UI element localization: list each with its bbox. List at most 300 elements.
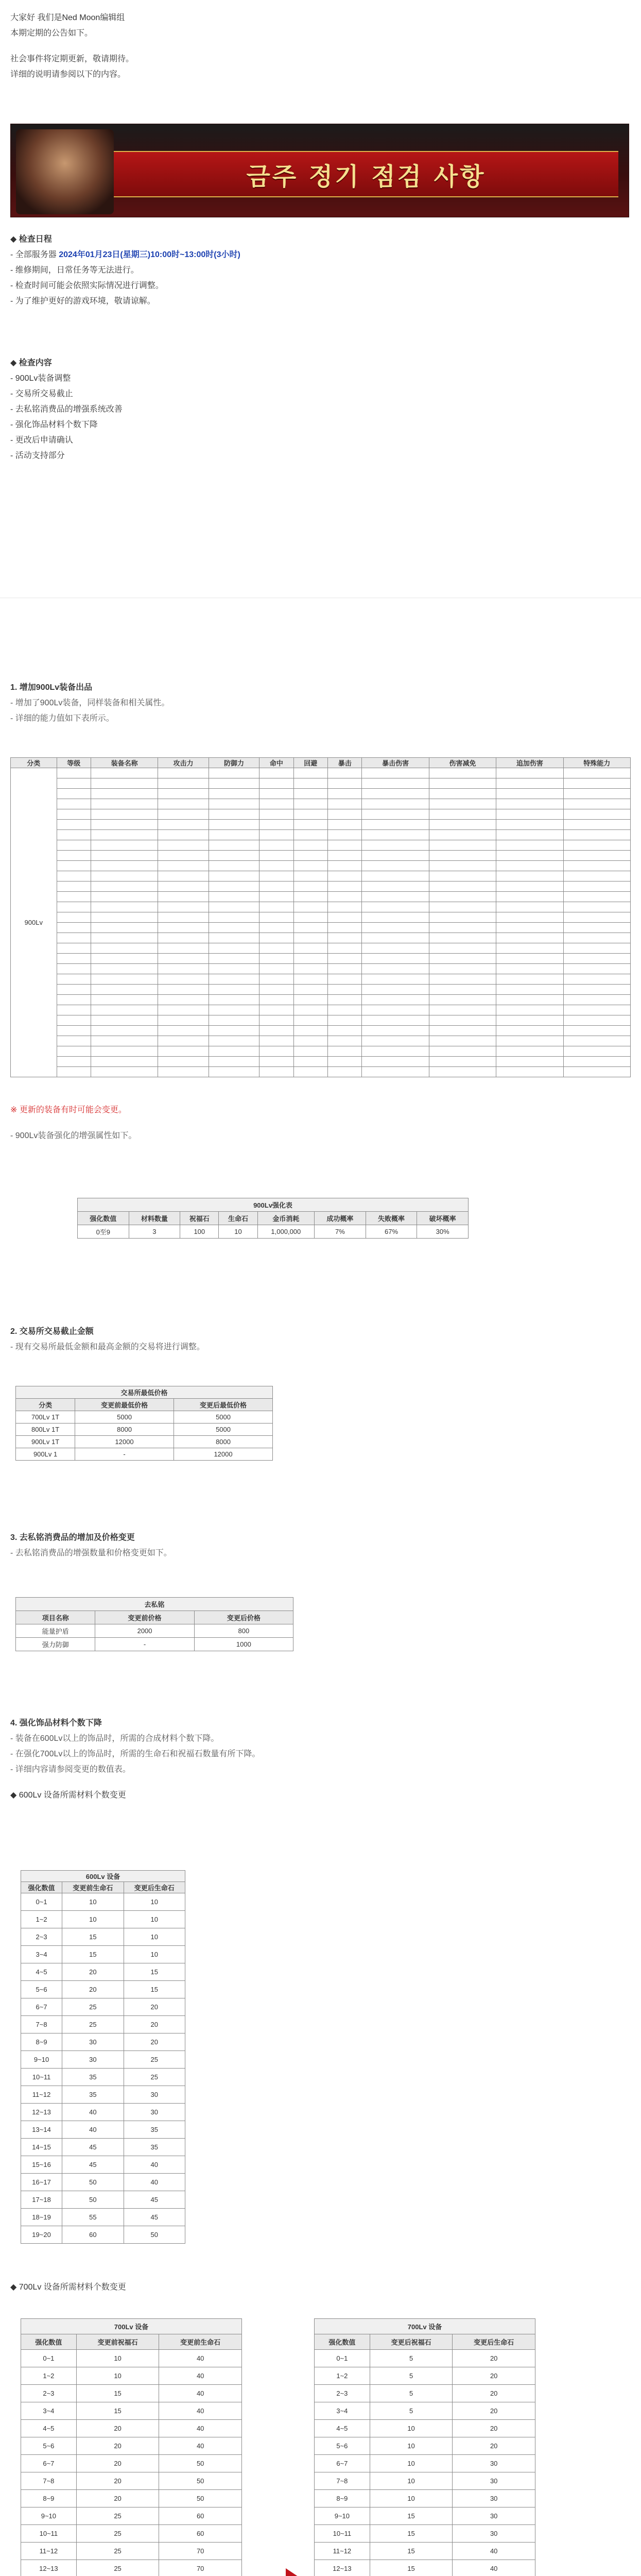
table-caption: 700Lv 设备 (315, 2319, 535, 2334)
table-cell (563, 1036, 630, 1046)
table-cell: 70 (159, 2543, 242, 2560)
section-title: 2. 交易所交易截止金额 (10, 1327, 94, 1336)
table-cell: 1~2 (21, 2367, 77, 2385)
table-cell (429, 892, 496, 902)
table-cell: 5 (370, 2385, 453, 2402)
table-cell: 900Lv 1T (16, 1436, 75, 1448)
table-cell: 5~6 (21, 2437, 77, 2455)
table-cell (496, 995, 563, 1005)
table-cell: 5 (370, 2367, 453, 2385)
table-row (315, 2367, 535, 2385)
table-cell: 10 (76, 2350, 159, 2367)
schedule-label: - 全部服务器 (10, 250, 57, 259)
table-cell (259, 1067, 293, 1077)
table-cell (158, 912, 209, 923)
table-cell (362, 1005, 429, 1015)
table-cell (293, 1036, 327, 1046)
table-cell (91, 840, 158, 851)
table-cell (91, 1036, 158, 1046)
section-text: - 增加了900Lv装备，同样装备和相关属性。 (10, 699, 170, 707)
table-cell: 40 (159, 2367, 242, 2385)
table-cell: 15 (76, 2385, 159, 2402)
table-cell (429, 943, 496, 954)
table-cell (158, 768, 209, 778)
table-row (315, 2455, 535, 2472)
table-cell: 50 (62, 2191, 124, 2209)
table-cell (362, 954, 429, 964)
table-row (16, 1423, 273, 1436)
table-cell (327, 964, 361, 974)
table-cell (563, 861, 630, 871)
table-cell: 40 (124, 2156, 185, 2174)
table-row (21, 2437, 242, 2455)
table-cell (91, 974, 158, 985)
table-cell (158, 851, 209, 861)
table-cell (57, 861, 91, 871)
table-cell (293, 768, 327, 778)
content-item: - 活动支持部分 (10, 451, 65, 460)
table-row (21, 2209, 185, 2226)
table-cell (496, 820, 563, 830)
table-cell (429, 799, 496, 809)
table-cell (563, 892, 630, 902)
table-cell: 9~10 (21, 2507, 77, 2525)
table-cell: 25 (76, 2525, 159, 2543)
content-heading: ◆ 检查内容 (10, 359, 52, 367)
schedule-item: - 检查时间可能会依照实际情况进行调整。 (10, 281, 164, 290)
table-cell (293, 933, 327, 943)
t700-before-table (21, 2318, 242, 2576)
table-cell (496, 1057, 563, 1067)
table-cell (209, 985, 259, 995)
table-cell (293, 799, 327, 809)
table-cell: 800 (194, 1624, 293, 1638)
table-cell: 100 (180, 1225, 219, 1239)
table-cell (91, 985, 158, 995)
table-cell (91, 1015, 158, 1026)
table-row (11, 1057, 631, 1067)
table-cell: 35 (124, 2139, 185, 2156)
table-cell (429, 923, 496, 933)
table-cell (496, 809, 563, 820)
table-cell (57, 799, 91, 809)
table-cell: 5~6 (315, 2437, 370, 2455)
table-cell (209, 1057, 259, 1067)
table-row (21, 2385, 242, 2402)
table-cell: 10 (124, 1928, 185, 1946)
table-cell (362, 871, 429, 882)
table-cell (429, 933, 496, 943)
table-cell (57, 892, 91, 902)
table-cell: 11~12 (315, 2543, 370, 2560)
table-cell (91, 1046, 158, 1057)
table-header: 特殊能力 (563, 758, 630, 768)
section-text: - 现有交易所最低金额和最高金额的交易将进行调整。 (10, 1343, 205, 1351)
table-cell: 12~13 (21, 2104, 62, 2121)
table-header: 强化数值 (21, 1882, 62, 1893)
table-cell: 12~13 (21, 2560, 77, 2576)
table-cell (362, 995, 429, 1005)
exchange-table-wrap (15, 1386, 273, 1461)
table-cell: 20 (62, 1981, 124, 1998)
table-cell (259, 809, 293, 820)
gear-900-table (10, 757, 631, 1077)
table-cell (259, 799, 293, 809)
table-row (21, 2121, 185, 2139)
table-cell (91, 861, 158, 871)
table-cell (209, 964, 259, 974)
table-cell: 0~1 (21, 1893, 62, 1911)
table-cell (429, 809, 496, 820)
table-cell (429, 1046, 496, 1057)
table-header: 变更前生命石 (159, 2334, 242, 2350)
table-cell: 8~9 (315, 2490, 370, 2507)
table-row (21, 2191, 185, 2209)
table-cell: 40 (62, 2121, 124, 2139)
table-cell (158, 1005, 209, 1015)
table-cell (259, 912, 293, 923)
table-cell (293, 861, 327, 871)
table-cell: 60 (62, 2226, 124, 2244)
table-cell (563, 789, 630, 799)
table-cell (327, 1046, 361, 1057)
table-cell: 18~19 (21, 2209, 62, 2226)
table-cell (158, 995, 209, 1005)
table-cell: 25 (76, 2507, 159, 2525)
table-body (11, 768, 631, 1077)
table-header: 变更前价格 (95, 1611, 194, 1624)
table-cell (158, 954, 209, 964)
table-cell (563, 974, 630, 985)
table-cell (91, 820, 158, 830)
table-cell (91, 954, 158, 964)
table-cell: 700Lv 1T (16, 1411, 75, 1423)
table-cell (57, 1005, 91, 1015)
exchange-table (15, 1386, 273, 1461)
table-row (315, 2507, 535, 2525)
table-cell: 15 (62, 1928, 124, 1946)
table-row (11, 1036, 631, 1046)
table-row (11, 1067, 631, 1077)
table-cell (563, 1057, 630, 1067)
table-cell (293, 892, 327, 902)
table-cell (209, 1046, 259, 1057)
table-cell: 强力防御 (16, 1638, 95, 1651)
table-row (21, 1893, 185, 1911)
table-cell (158, 840, 209, 851)
section-2 (10, 1324, 205, 1355)
table-cell (293, 902, 327, 912)
table-cell (57, 933, 91, 943)
red-note: ※ 更新的装备有时可能会变更。 (10, 1106, 127, 1114)
t700-after-table (314, 2318, 535, 2576)
table-cell (563, 882, 630, 892)
table-cell: 10 (124, 1911, 185, 1928)
table-cell (293, 830, 327, 840)
table-cell (259, 1036, 293, 1046)
table-cell (327, 985, 361, 995)
table-row (21, 2139, 185, 2156)
table-cell (429, 1005, 496, 1015)
table-cell: 15 (124, 1981, 185, 1998)
table-cell (362, 820, 429, 830)
table-cell: 15 (370, 2507, 453, 2525)
table-cell: 5 (370, 2402, 453, 2420)
table-cell: 30 (124, 2086, 185, 2104)
table-cell (259, 964, 293, 974)
table-body (21, 2350, 242, 2576)
section-text: - 详细内容请参阅变更的数值表。 (10, 1765, 131, 1774)
table-row (315, 2402, 535, 2420)
table-cell (293, 778, 327, 789)
table-cell: 30 (453, 2472, 535, 2490)
table-cell (327, 830, 361, 840)
table-cell: 35 (124, 2121, 185, 2139)
table-cell: 25 (124, 2069, 185, 2086)
table-cell (429, 985, 496, 995)
table-row (21, 2402, 242, 2420)
table-cell: 1~2 (21, 1911, 62, 1928)
table-cell: 4~5 (315, 2420, 370, 2437)
table-header: 变更前最低价格 (75, 1399, 174, 1411)
table-cell (362, 985, 429, 995)
table-cell: 2~3 (315, 2385, 370, 2402)
section-title: 3. 去私铭消费品的增加及价格变更 (10, 1533, 135, 1542)
table-header: 破坏概率 (417, 1212, 469, 1225)
table-cell: 15 (370, 2543, 453, 2560)
table-cell (158, 933, 209, 943)
table-cell (563, 1046, 630, 1057)
table-cell: 40 (124, 2174, 185, 2191)
table-cell (293, 1057, 327, 1067)
table-cell (496, 1005, 563, 1015)
table-cell: 5000 (174, 1411, 273, 1423)
content-section (10, 355, 123, 464)
table-cell (496, 882, 563, 892)
table-cell (259, 892, 293, 902)
table-row (21, 2507, 242, 2525)
table-row (21, 1946, 185, 1963)
table-row (21, 2543, 242, 2560)
table-row (21, 2525, 242, 2543)
table-cell (57, 820, 91, 830)
table-cell (293, 851, 327, 861)
table-row (11, 943, 631, 954)
table-row (16, 1448, 273, 1461)
table-cell: 67% (366, 1225, 417, 1239)
table-cell (429, 954, 496, 964)
subheading: ◆ 600Lv 设备所需材料个数变更 (10, 1791, 126, 1800)
table-cell (327, 1005, 361, 1015)
table-cell (57, 943, 91, 954)
table-cell (362, 778, 429, 789)
table-cell (158, 1067, 209, 1077)
table-cell (327, 1057, 361, 1067)
table-header: 强化数值 (315, 2334, 370, 2350)
table-header: 攻击力 (158, 758, 209, 768)
table-cell (91, 778, 158, 789)
table-cell (563, 809, 630, 820)
table-cell (362, 923, 429, 933)
table-cell (158, 861, 209, 871)
table-cell: 10 (62, 1911, 124, 1928)
table-cell (327, 1036, 361, 1046)
table-cell (209, 799, 259, 809)
maintenance-banner (10, 124, 629, 217)
table-cell: 20 (453, 2437, 535, 2455)
table-caption: 去私铭 (16, 1598, 293, 1611)
table-cell: 4~5 (21, 2420, 77, 2437)
table-cell (158, 871, 209, 882)
table-cell: 25 (76, 2560, 159, 2576)
table-cell: 40 (159, 2385, 242, 2402)
table-cell (362, 840, 429, 851)
table-cell (429, 1015, 496, 1026)
table-cell: 10 (62, 1893, 124, 1911)
content-item: - 900Lv装备调整 (10, 374, 71, 383)
table-cell (259, 768, 293, 778)
consumable-table (15, 1597, 293, 1651)
table-cell: 30 (62, 2033, 124, 2051)
table-row (21, 2033, 185, 2051)
table-cell (563, 840, 630, 851)
table-header: 变更后价格 (194, 1611, 293, 1624)
table-body (315, 2350, 535, 2576)
table-row (21, 1998, 185, 2016)
table-cell (327, 912, 361, 923)
table-cell (209, 943, 259, 954)
table-cell (293, 974, 327, 985)
table-row (11, 892, 631, 902)
table-cell (496, 789, 563, 799)
table-cell: 2~3 (21, 1928, 62, 1946)
table-cell (429, 882, 496, 892)
table-cell (563, 964, 630, 974)
table-cell (158, 820, 209, 830)
table-cell (91, 902, 158, 912)
table-caption: 900Lv强化表 (78, 1198, 469, 1212)
table-row (11, 861, 631, 871)
table-cell (158, 974, 209, 985)
table-cell (496, 902, 563, 912)
table-cell (429, 974, 496, 985)
table-cell: 0~1 (21, 2350, 77, 2367)
t700-before-wrap (21, 2318, 242, 2576)
table-cell: 20 (124, 1998, 185, 2016)
table-row (21, 2226, 185, 2244)
table-cell (209, 933, 259, 943)
table-cell (57, 1057, 91, 1067)
table-row (11, 995, 631, 1005)
table-cell: 25 (124, 2051, 185, 2069)
table-cell (327, 892, 361, 902)
table-cell (57, 789, 91, 799)
table-cell (327, 840, 361, 851)
table-cell (563, 871, 630, 882)
table-cell (496, 851, 563, 861)
table-cell (496, 985, 563, 995)
table-row (11, 1015, 631, 1026)
table-cell (362, 892, 429, 902)
table-header: 强化数值 (78, 1212, 129, 1225)
table-cell (259, 1026, 293, 1036)
table-cell (57, 974, 91, 985)
table-cell (362, 974, 429, 985)
intro-line: 本期定期的公告如下。 (10, 29, 93, 38)
table-cell (259, 871, 293, 882)
banner-title: 금주 정기 점검 사항 (246, 162, 486, 191)
table-cell: 10 (76, 2367, 159, 2385)
table-cell (327, 943, 361, 954)
table-header: 金币消耗 (257, 1212, 315, 1225)
table-cell (293, 840, 327, 851)
table-header: 祝福石 (180, 1212, 219, 1225)
table-cell: 50 (62, 2174, 124, 2191)
table-cell (563, 778, 630, 789)
table-cell: 10 (370, 2420, 453, 2437)
table-cell: 19~20 (21, 2226, 62, 2244)
table-cell (57, 1046, 91, 1057)
table-cell (327, 871, 361, 882)
table-cell (563, 995, 630, 1005)
arrow-right-icon (257, 2568, 309, 2576)
table-header: 伤害减免 (429, 758, 496, 768)
table-row (21, 2350, 242, 2367)
section-3 (10, 1530, 172, 1561)
table-row (11, 954, 631, 964)
table-cell (293, 1046, 327, 1057)
table-cell (91, 933, 158, 943)
table-row (315, 2472, 535, 2490)
table-row (21, 2490, 242, 2507)
table-cell: 30 (124, 2104, 185, 2121)
table-cell (429, 830, 496, 840)
table-cell (209, 912, 259, 923)
table-cell (563, 820, 630, 830)
table-cell (327, 768, 361, 778)
table-cell: 12000 (174, 1448, 273, 1461)
table-cell (91, 851, 158, 861)
table-cell (259, 778, 293, 789)
table-cell (563, 768, 630, 778)
table-cell (327, 902, 361, 912)
table-header: 项目名称 (16, 1611, 95, 1624)
table-row (21, 2104, 185, 2121)
table-cell: 1,000,000 (257, 1225, 315, 1239)
table-cell (496, 830, 563, 840)
table-cell: 35 (62, 2069, 124, 2086)
table-row (11, 933, 631, 943)
table-cell (91, 923, 158, 933)
t600-table (21, 1870, 185, 2244)
table-cell (496, 943, 563, 954)
table-cell (327, 954, 361, 964)
table-header: 变更后最低价格 (174, 1399, 273, 1411)
table-cell (429, 995, 496, 1005)
table-cell (209, 1015, 259, 1026)
table-cell (429, 768, 496, 778)
table-cell: 0~1 (315, 2350, 370, 2367)
table-cell (209, 1026, 259, 1036)
table-cell: 10 (370, 2472, 453, 2490)
section-text: - 装备在600Lv以上的饰品时，所需的合成材料个数下降。 (10, 1734, 219, 1743)
table-cell: 20 (76, 2437, 159, 2455)
table-cell (57, 954, 91, 964)
table-cell (91, 799, 158, 809)
table-cell (57, 871, 91, 882)
table-cell (259, 974, 293, 985)
table-cell (209, 830, 259, 840)
